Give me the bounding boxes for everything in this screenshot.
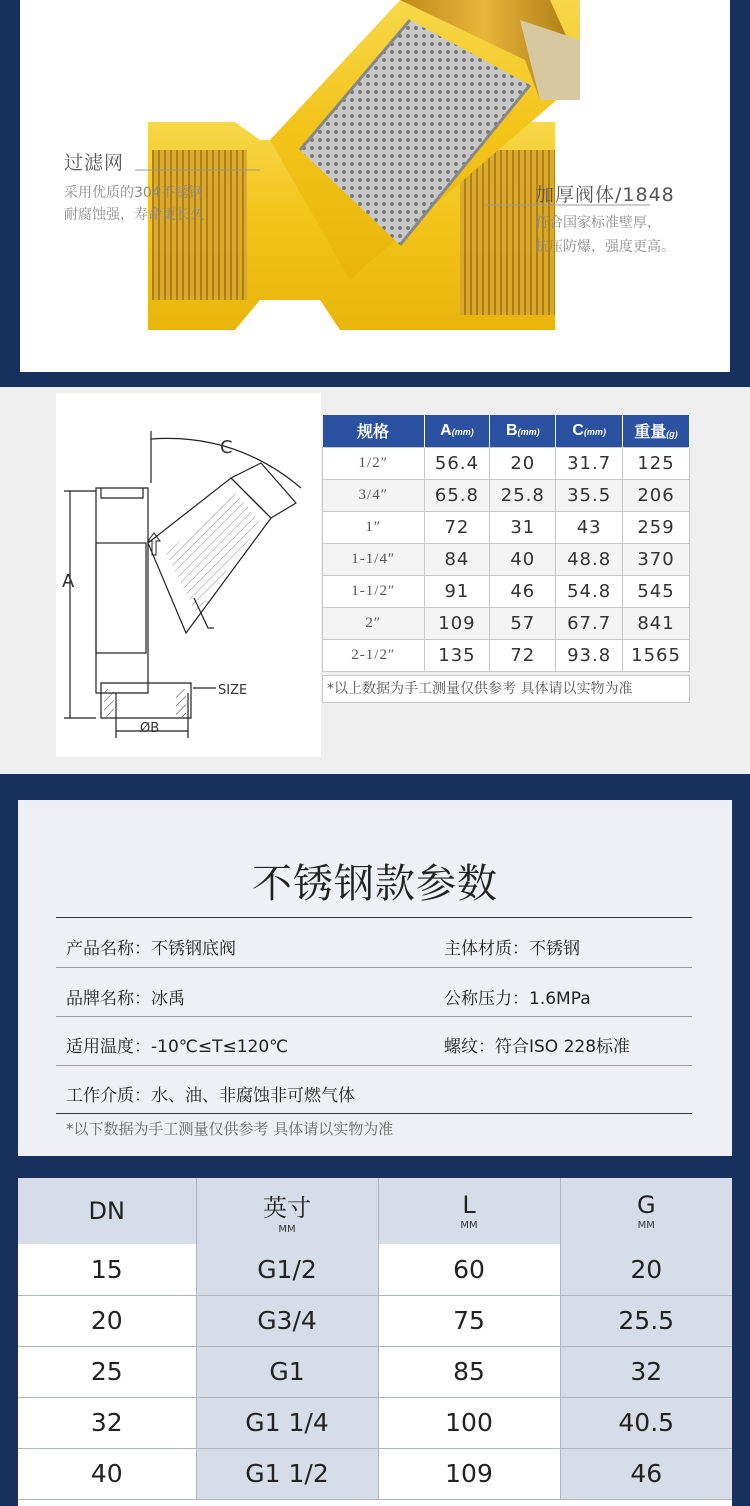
thick-body-title: 加厚阀体/1848	[535, 184, 675, 206]
divider	[56, 1113, 692, 1114]
table-row	[18, 1397, 732, 1448]
table-cell: 135	[424, 639, 490, 671]
dimension-b-label: ØB	[140, 721, 160, 736]
table-cell: G1 1/2	[196, 1448, 378, 1499]
param-material: 主体材质：不锈钢	[444, 939, 580, 959]
dim-header-spec: 规格	[323, 415, 425, 447]
table-row	[323, 479, 690, 511]
table-cell: 259	[623, 511, 690, 543]
table-cell: 85	[378, 1346, 560, 1397]
dim-header-b: B(mm)	[490, 415, 556, 447]
dimension-section	[0, 387, 750, 774]
table-row	[18, 1448, 732, 1499]
table-cell: 46	[490, 575, 556, 607]
table-cell: 100	[378, 1397, 560, 1448]
table-cell: 109	[378, 1448, 560, 1499]
table-cell: 75	[378, 1295, 560, 1346]
filter-screen-desc-line1: 采用优质的304不锈钢	[64, 185, 203, 201]
table-row	[323, 511, 690, 543]
dn-size-table	[18, 1178, 732, 1500]
table-cell: 206	[623, 479, 690, 511]
hero-product-image	[20, 0, 730, 372]
table-cell: 40.5	[560, 1397, 732, 1448]
table-cell: 48.8	[556, 543, 623, 575]
table-cell: 25.5	[560, 1295, 732, 1346]
dn-header-g: G MM	[560, 1178, 732, 1244]
table-cell: 15	[18, 1244, 196, 1295]
dimension-table	[322, 415, 690, 672]
table-cell: 370	[623, 543, 690, 575]
dim-header-c: C(mm)	[556, 415, 623, 447]
dn-size-section	[18, 1178, 732, 1506]
table-row	[323, 447, 690, 479]
table-cell: 1-1/4″	[323, 543, 425, 575]
table-cell: 65.8	[424, 479, 490, 511]
param-thread: 螺纹：符合ISO 228标准	[444, 1037, 631, 1057]
table-cell: 72	[490, 639, 556, 671]
divider	[56, 967, 692, 968]
table-cell: 40	[490, 543, 556, 575]
dimension-a-label: A	[62, 571, 75, 592]
table-cell: 91	[424, 575, 490, 607]
dn-header-inch: 英寸 MM	[196, 1178, 378, 1244]
size-label: SIZE	[218, 683, 248, 698]
table-row	[323, 575, 690, 607]
table-row	[18, 1295, 732, 1346]
table-cell: 84	[424, 543, 490, 575]
table-cell: G3/4	[196, 1295, 378, 1346]
param-brand: 品牌名称：冰禹	[66, 989, 185, 1009]
table-cell: 31	[490, 511, 556, 543]
table-cell: 25	[18, 1346, 196, 1397]
dn-header-l: L MM	[378, 1178, 560, 1244]
table-cell: 35.5	[556, 479, 623, 511]
param-medium: 工作介质：水、油、非腐蚀非可燃气体	[66, 1086, 355, 1106]
table-cell: 109	[424, 607, 490, 639]
parameters-note: *以下数据为手工测量仅供参考 具体请以实物为准	[66, 1120, 394, 1138]
table-cell: 841	[623, 607, 690, 639]
table-row	[323, 543, 690, 575]
filter-screen-desc-line2: 耐腐蚀强，寿命更长久	[64, 207, 204, 223]
table-cell: 2″	[323, 607, 425, 639]
table-row	[18, 1244, 732, 1295]
param-temperature: 适用温度：-10℃≤T≤120℃	[66, 1037, 289, 1057]
table-cell: 20	[18, 1295, 196, 1346]
parameters-title: 不锈钢款参数	[252, 861, 498, 907]
table-cell: 1-1/2″	[323, 575, 425, 607]
dimension-diagram	[56, 393, 321, 757]
table-row	[18, 1346, 732, 1397]
table-cell: 54.8	[556, 575, 623, 607]
param-pressure: 公称压力：1.6MPa	[444, 989, 591, 1009]
table-cell: 125	[623, 447, 690, 479]
dim-header-a: A(mm)	[424, 415, 490, 447]
table-cell: 43	[556, 511, 623, 543]
table-row	[323, 639, 690, 671]
table-cell: 1565	[623, 639, 690, 671]
table-cell: 32	[18, 1397, 196, 1448]
table-cell: 57	[490, 607, 556, 639]
table-cell: 20	[490, 447, 556, 479]
table-cell: G1	[196, 1346, 378, 1397]
thick-body-desc-line1: 符合国家标准壁厚，	[535, 215, 661, 231]
table-cell: 46	[560, 1448, 732, 1499]
table-cell: 32	[560, 1346, 732, 1397]
table-cell: 2-1/2″	[323, 639, 425, 671]
table-cell: 1″	[323, 511, 425, 543]
table-cell: 60	[378, 1244, 560, 1295]
thick-body-desc-line2: 抗压防爆，强度更高。	[535, 239, 675, 255]
table-row	[323, 607, 690, 639]
divider	[56, 1016, 692, 1017]
dim-header-weight: 重量(g)	[623, 415, 690, 447]
table-cell: 3/4″	[323, 479, 425, 511]
table-cell: 20	[560, 1244, 732, 1295]
table-cell: 31.7	[556, 447, 623, 479]
table-cell: 545	[623, 575, 690, 607]
table-cell: 25.8	[490, 479, 556, 511]
table-cell: 1/2″	[323, 447, 425, 479]
table-cell: 93.8	[556, 639, 623, 671]
filter-screen-title: 过滤网	[64, 152, 125, 174]
dimension-c-label: C	[220, 437, 233, 458]
dn-header-dn: DN	[18, 1178, 196, 1244]
table-cell: 67.7	[556, 607, 623, 639]
table-cell: 72	[424, 511, 490, 543]
dimension-note: *以上数据为手工测量仅供参考 具体请以实物为准	[322, 675, 690, 703]
divider	[56, 917, 692, 918]
table-cell: G1 1/4	[196, 1397, 378, 1448]
table-cell: 40	[18, 1448, 196, 1499]
table-cell: G1/2	[196, 1244, 378, 1295]
param-product-name: 产品名称：不锈钢底阀	[66, 939, 236, 959]
parameters-panel	[18, 800, 732, 1156]
table-cell: 56.4	[424, 447, 490, 479]
divider	[56, 1065, 692, 1066]
